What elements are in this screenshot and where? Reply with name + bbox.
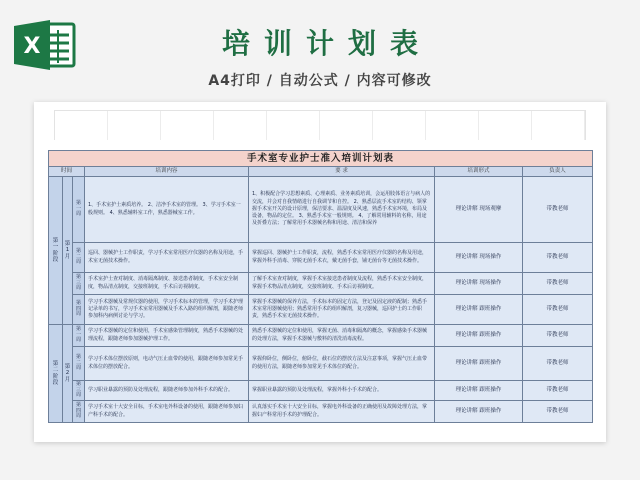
requirements-cell: 了解手术室查对制度，掌握手术室接送患者制度及流程，熟悉手术室安全制度，掌握手术物品清点制度，交接班制度、手术后访视制度。	[249, 273, 435, 295]
table-title: 手术室专业护士准入培训计划表	[49, 151, 593, 167]
week-cell: 第三周	[73, 273, 85, 295]
month-cell: 第1月	[63, 177, 73, 325]
requirements-cell: 1、积极配合学习思想素质、心理素质、业务素质培训，会运用肢体语言与病人的交流，并会对自我情绪进行自我调节和自控。 2、熟悉层流手术室的结构、领掌握手术室开关的设计原理，保洁要求、温湿度及风速，熟悉手术室环境，布局及设备，物品的定位。 3、熟悉手术室一般规则。 4、了解常用辅料的名称，用途及折叠方法；了解常用手术器械名称和用途、清洁和保养	[249, 177, 435, 243]
table-row	[49, 295, 593, 325]
table-header-row	[49, 167, 593, 177]
form-cell: 理论讲解 跟班操作	[435, 401, 523, 423]
table-title-row	[49, 151, 593, 167]
form-cell: 理论讲解 现场操作	[435, 273, 523, 295]
responsible-cell: 带教老师	[523, 381, 593, 401]
content-cell: 学习手术室十大安全目标，手术室电外科设备的使用，跟随老师参加妇产科手术的配合。	[85, 401, 249, 423]
content-cell: 手术室护士查对制度、消毒隔离制度、接送患者制度，手术室安全制度，物品清点制度，交接班制度，手术后访视制度。	[85, 273, 249, 295]
header-time: 时间	[49, 167, 85, 177]
requirements-cell: 掌握手术器械的保养方法，手术标本的固定方法，登记及固定液的配制；熟悉手术室常用器械使用；熟悉常用手术的组织解剖，复习器械，巡回护士的工作职责，熟悉手术室无菌技术操作。	[249, 295, 435, 325]
month-cell: 第2月	[63, 325, 73, 423]
requirements-cell: 掌握巡回、器械护士工作职责，流程，熟悉手术室常用医疗仪器的名称及用途，掌握外科手消毒、穿脱无菌手术衣，戴无菌手套，铺无菌台等无菌技术操作。	[249, 243, 435, 273]
requirements-cell: 掌握仰卧位，侧卧位，俯卧位，截石位的摆放方法及注意事项，掌握气压止血带的使用方法，跟随老师参加常见手术体位的配合。	[249, 347, 435, 381]
table-row	[49, 325, 593, 347]
logo-letter: X	[23, 34, 41, 59]
page-subtitle: A4打印 / 自动公式 / 内容可修改	[208, 73, 432, 89]
content-cell: 1、手术室护士素质培养。 2、洁净手术室的管理。 3、学习手术室一般规则。 4、熟悉辅料室工作，熟悉器械室工作。	[85, 177, 249, 243]
table-row	[49, 243, 593, 273]
content-cell: 学习手术器械及常规仪器的使用，学习手术标本的管理，学习手术护理记录单的书写，学习手术室常用器械及手术入路的组织解剖，跟随老师参加科内病例讨论与学习。	[85, 295, 249, 325]
spreadsheet-preview	[34, 102, 606, 442]
header-responsible: 负责人	[523, 167, 593, 177]
week-cell: 第四周	[73, 295, 85, 325]
form-cell: 理论讲解 跟班操作	[435, 295, 523, 325]
content-cell: 学习手术体位摆放原则，电动气压止血带的使用，跟随老师参加常见手术体位的摆放配合。	[85, 347, 249, 381]
form-cell: 理论讲解 跟班操作	[435, 347, 523, 381]
responsible-cell: 带教老师	[523, 273, 593, 295]
week-cell: 第一周	[73, 325, 85, 347]
responsible-cell: 带教老师	[523, 325, 593, 347]
header-form: 培训形式	[435, 167, 523, 177]
week-cell: 第一周	[73, 177, 85, 243]
header-content: 培训内容	[85, 167, 249, 177]
table-row	[49, 177, 593, 243]
form-cell: 理论讲解 跟班操作	[435, 381, 523, 401]
responsible-cell: 带教老师	[523, 295, 593, 325]
week-cell: 第二周	[73, 347, 85, 381]
responsible-cell: 带教老师	[523, 177, 593, 243]
table-row	[49, 347, 593, 381]
responsible-cell: 带教老师	[523, 401, 593, 423]
responsible-cell: 带教老师	[523, 347, 593, 381]
form-cell: 理论讲解 现场观摩	[435, 177, 523, 243]
content-cell: 学习职业暴露的预防及处理流程，跟随老师参加外科手术的配合。	[85, 381, 249, 401]
banner	[0, 0, 640, 98]
week-cell: 第二周	[73, 243, 85, 273]
week-cell: 第四周	[73, 401, 85, 423]
week-cell: 第三周	[73, 381, 85, 401]
table-row	[49, 381, 593, 401]
training-plan-table	[48, 150, 593, 423]
requirements-cell: 认真落实手术室十大安全目标，掌握电外科设备的正确使用及故障处理方法，掌握妇产科常用手术的护理配合。	[249, 401, 435, 423]
page-title: 培训计划表	[221, 27, 432, 60]
table-row	[49, 273, 593, 295]
responsible-cell: 带教老师	[523, 243, 593, 273]
form-cell: 理论讲解 跟班操作	[435, 325, 523, 347]
requirements-cell: 掌握职业暴露的预防及处理流程，掌握外科小手术的配合。	[249, 381, 435, 401]
content-cell: 学习手术器械的定位和使用，手术室感染管理制度，熟悉手术器械的处理流程，跟随老师参加器械护理工作。	[85, 325, 249, 347]
stage-cell: 第二阶段	[49, 325, 63, 423]
header-requirements: 要 求	[249, 167, 435, 177]
form-cell: 理论讲解 现场操作	[435, 243, 523, 273]
table-row	[49, 401, 593, 423]
sheet-grid-strip	[54, 110, 586, 140]
content-cell: 巡回、器械护士工作职责，学习手术室常用医疗仪器的名称及用途，手术室无菌技术操作。	[85, 243, 249, 273]
stage-cell: 第一阶段	[49, 177, 63, 325]
requirements-cell: 熟悉手术器械的定位和使用，掌握无菌、消毒和隔离的概念，掌握感染手术器械的处理方法，掌握手术器械与敷料的清洗消毒流程。	[249, 325, 435, 347]
